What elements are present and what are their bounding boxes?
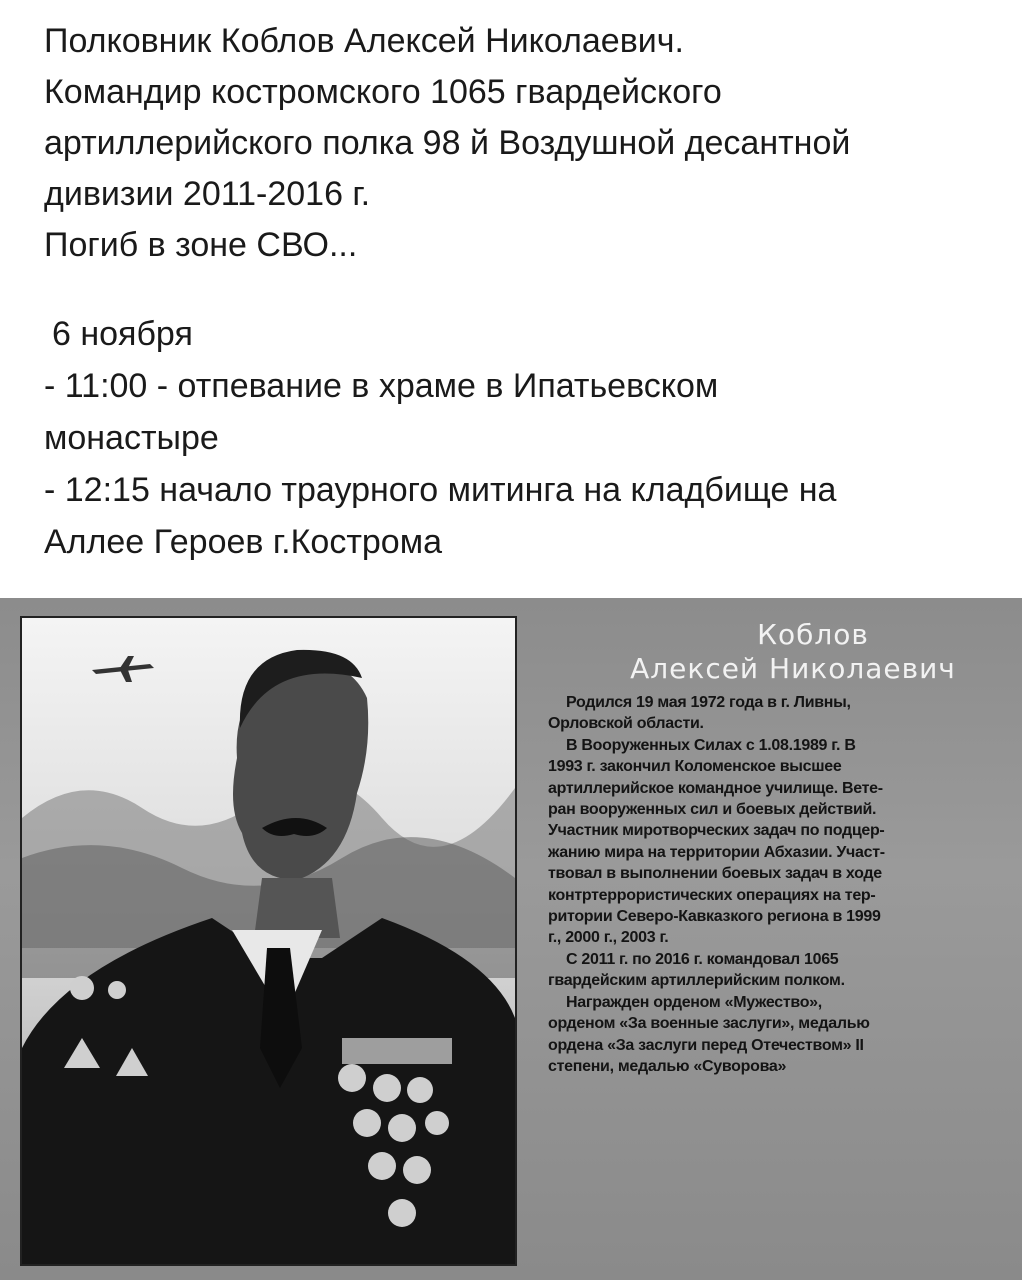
post-line: Командир костромского 1065 гвардейского (44, 73, 722, 111)
bio-line: Орловской области. (548, 715, 704, 733)
biography (548, 618, 1018, 1077)
bio-line: Награжден орденом «Мужество», (566, 993, 822, 1011)
bio-line: гвардейским артиллерийским полком. (548, 972, 845, 990)
schedule-line: Аллее Героев г.Кострома (44, 523, 442, 561)
bio-given-name: Алексей Николаевич (630, 652, 956, 685)
funeral-schedule (44, 308, 1004, 568)
schedule-line: - 12:15 начало траурного митинга на кладбище на (44, 471, 837, 509)
bio-line: Родился 19 мая 1972 года в г. Ливны, (566, 694, 851, 711)
post-line: артиллерийского полка 98 й Воздушной десантной (44, 124, 851, 162)
post-line: Погиб в зоне СВО... (44, 226, 358, 264)
schedule-line: - 11:00 - отпевание в храме в Ипатьевском (44, 367, 719, 405)
post-line: дивизии 2011-2016 г. (44, 175, 371, 213)
portrait-illustration (22, 618, 515, 1264)
bio-line: ордена «За заслуги перед Отечеством» II (548, 1036, 864, 1054)
bio-text (548, 692, 1018, 1077)
bio-line: ритории Северо-Кавказкого региона в 1999 (548, 908, 881, 926)
bio-line: артиллерийское командное училище. Вете- (548, 779, 883, 797)
post-line: Полковник Коблов Алексей Николаевич. (44, 22, 684, 60)
bio-line: контртеррористических операциях на тер- (548, 886, 876, 904)
bio-line: 1993 г. закончил Коломенское высшее (548, 758, 842, 776)
bio-surname: Коблов (757, 618, 869, 651)
bio-line: жанию мира на территории Абхазии. Участ- (548, 843, 885, 861)
bio-line: В Вооруженных Силах с 1.08.1989 г. В (566, 736, 856, 754)
bio-line: г., 2000 г., 2003 г. (548, 929, 669, 947)
memorial-plaque-image (0, 598, 1022, 1280)
bio-line: ран вооруженных сил и боевых действий. (548, 801, 877, 819)
bio-line: орденом «За военные заслуги», медалью (548, 1015, 870, 1033)
portrait-photo (20, 616, 517, 1266)
bio-line: С 2011 г. по 2016 г. командовал 1065 (566, 950, 839, 968)
schedule-date: 6 ноября (52, 315, 193, 353)
bio-line: Участник миротворческих задач по подцер- (548, 822, 885, 840)
post-text (44, 16, 1004, 271)
bio-line: степени, медалью «Суворова» (548, 1057, 787, 1075)
schedule-line: монастыре (44, 419, 219, 457)
bio-line: твовал в выполнении боевых задач в ходе (548, 865, 882, 883)
